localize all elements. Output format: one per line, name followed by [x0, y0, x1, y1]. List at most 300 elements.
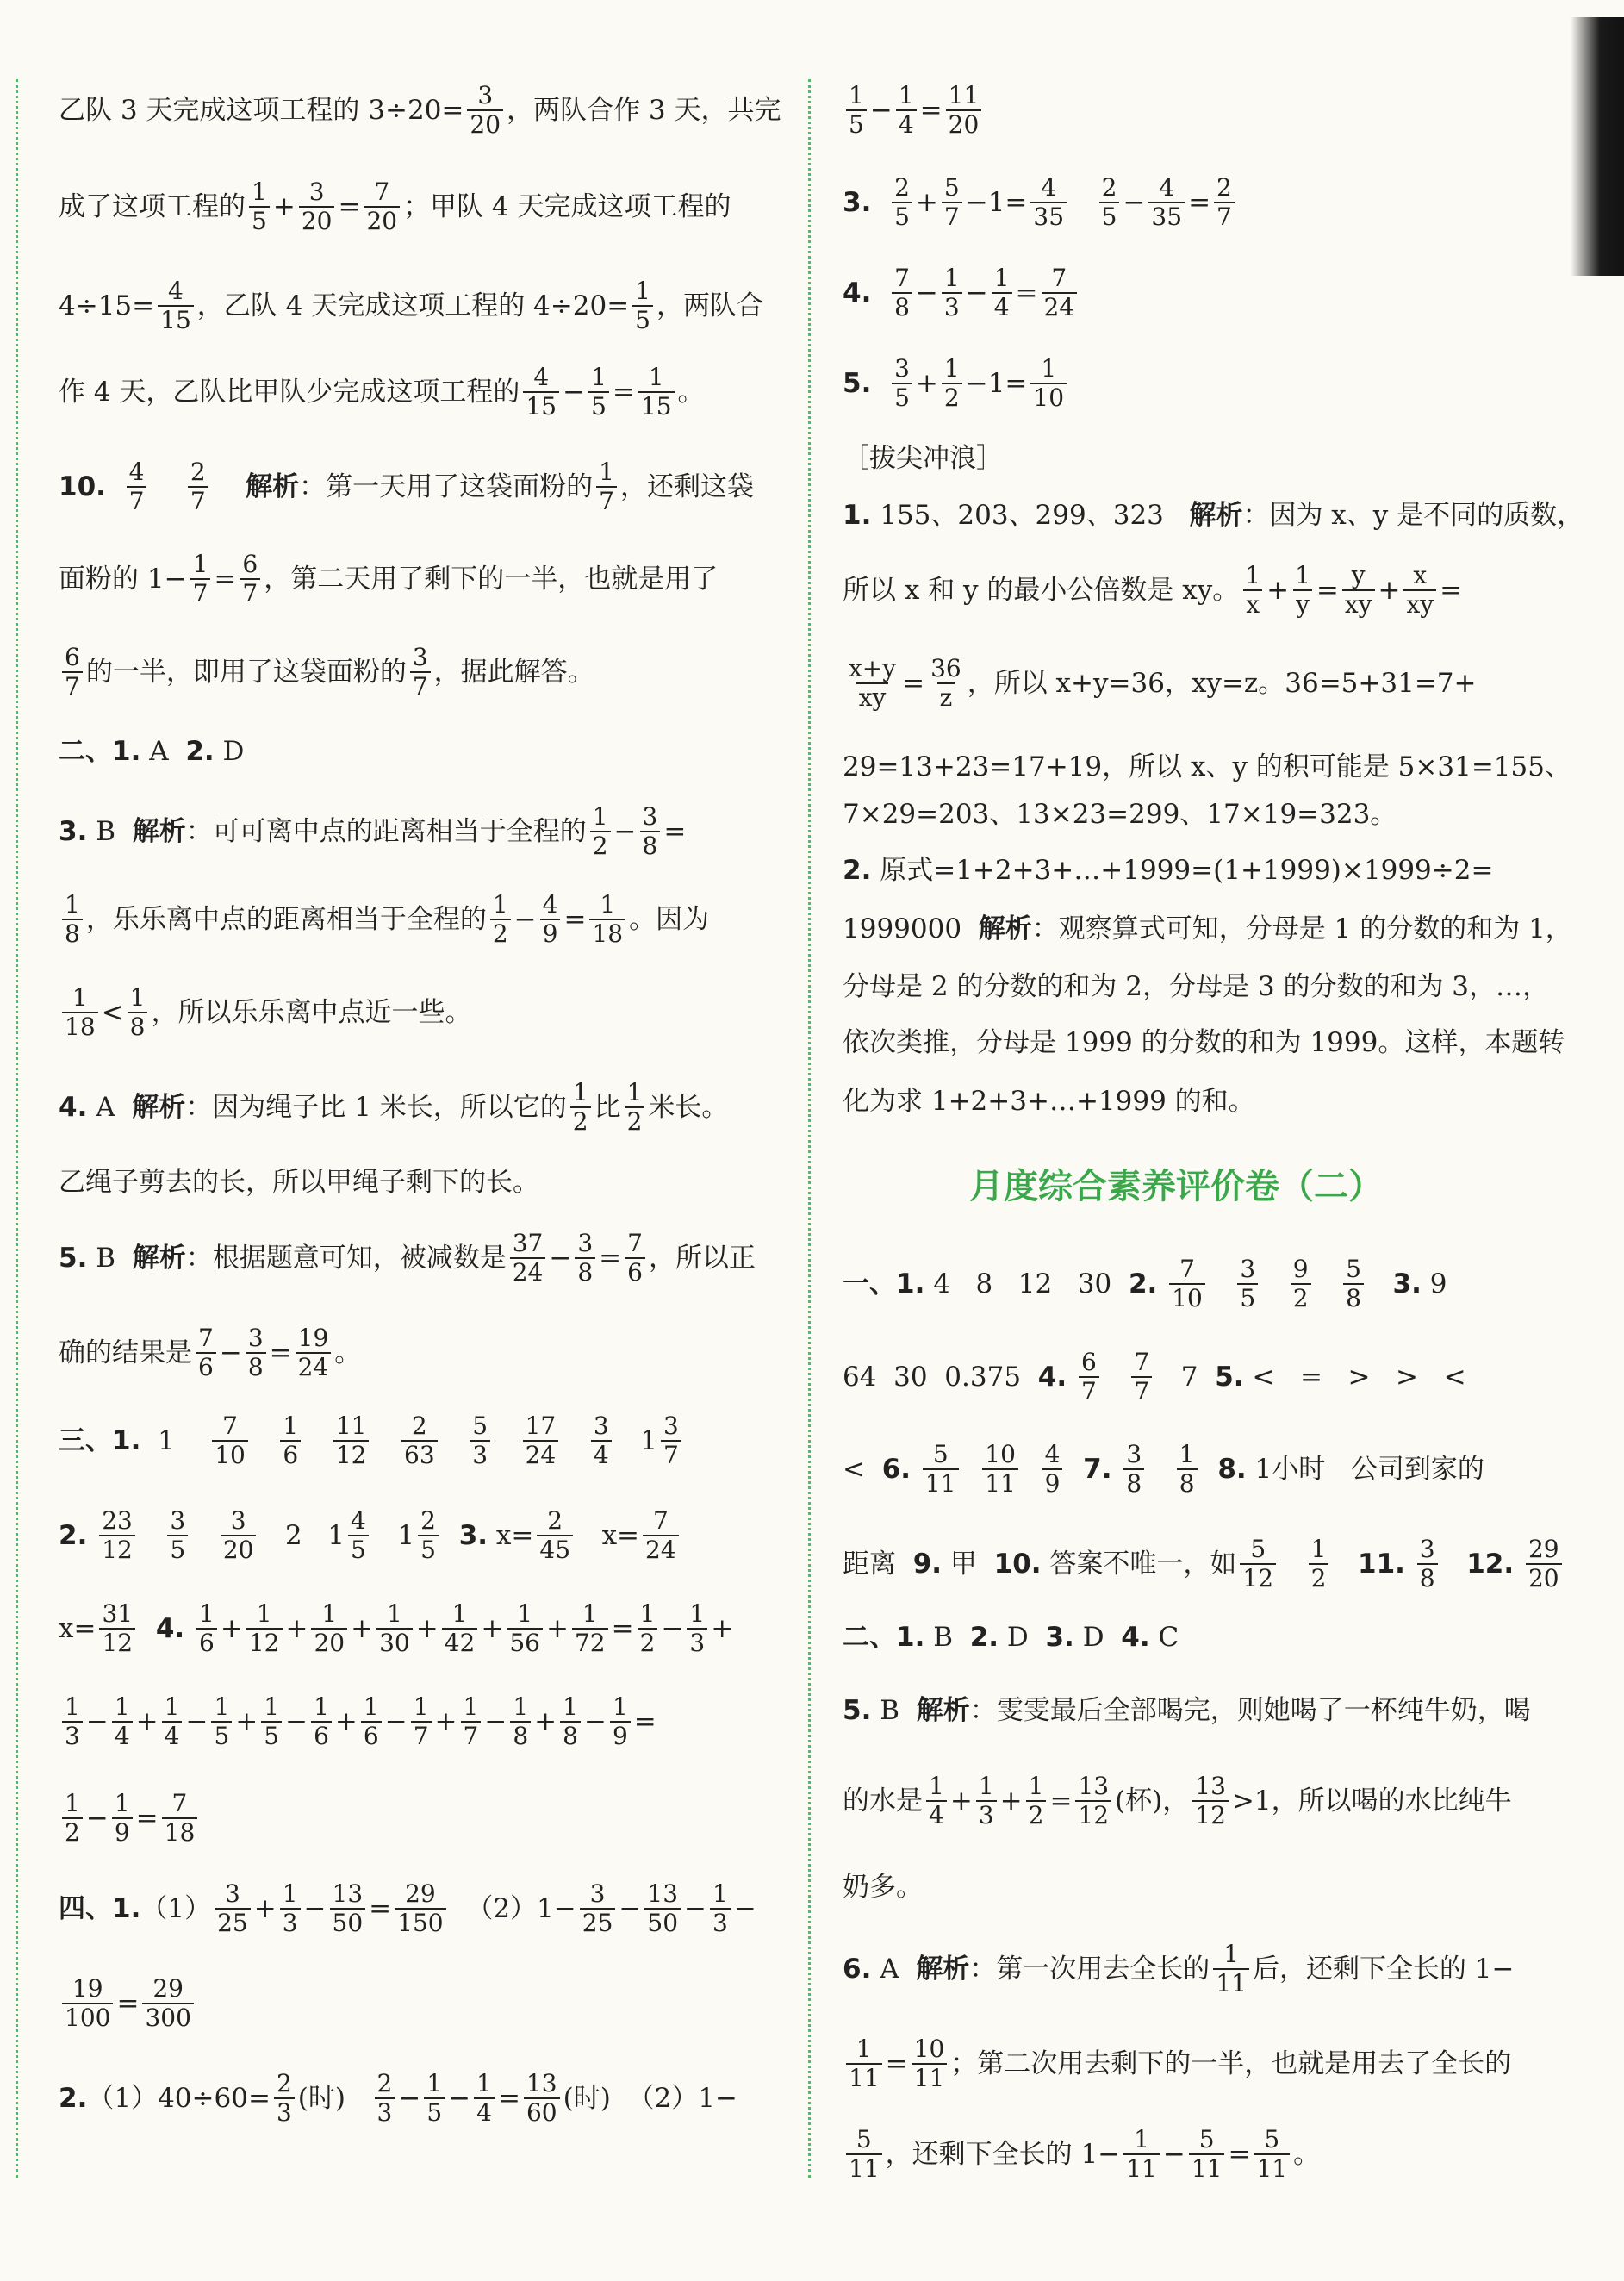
text-segment: −	[869, 95, 893, 126]
fraction-denominator: 5	[846, 109, 867, 139]
fraction-denominator: 3	[280, 1908, 301, 1937]
text-segment: (时)	[297, 2083, 371, 2114]
text-segment: +	[285, 1613, 308, 1644]
fraction	[1237, 1256, 1258, 1312]
text-segment: −	[484, 1706, 507, 1737]
text-segment: < = > > <	[1243, 1362, 1466, 1393]
text-segment	[139, 1613, 156, 1644]
fraction-denominator: 9	[112, 1817, 133, 1847]
item-label: 6.	[881, 1454, 912, 1485]
text-segment: ，所以 x+y=36，xy=z。36=5+31=7+	[967, 668, 1477, 699]
fraction-numerator: 3	[1240, 1255, 1256, 1283]
text-segment	[1367, 1268, 1393, 1299]
text-segment	[1261, 1268, 1287, 1299]
text-segment	[106, 471, 123, 502]
fraction-numerator: 1	[517, 1599, 533, 1628]
text-segment	[87, 1520, 96, 1551]
fraction	[1177, 1441, 1198, 1498]
fraction-denominator: 7	[62, 671, 83, 701]
text-segment: =	[338, 191, 361, 222]
fraction-numerator: 31	[102, 1599, 134, 1628]
text-line	[843, 1622, 1179, 1653]
fraction-numerator: 1	[1028, 1772, 1044, 1800]
fraction	[62, 1693, 83, 1750]
fraction-numerator: 1	[612, 1692, 628, 1721]
fraction-denominator: 11	[1213, 1968, 1249, 1997]
fraction-numerator: 2	[190, 458, 206, 486]
fraction-denominator: 4	[474, 2097, 495, 2127]
fraction	[261, 1693, 282, 1750]
fraction	[196, 1600, 217, 1657]
fraction-denominator: 5	[588, 391, 609, 421]
text-segment: ：可可离中点的距离相当于全程的	[185, 816, 587, 847]
fraction-numerator: 1	[1295, 561, 1310, 589]
item-label: 5.	[1215, 1362, 1244, 1393]
fraction-numerator: 1	[898, 81, 914, 109]
fraction-numerator: 1	[164, 1692, 180, 1721]
fraction-denominator: 7	[1131, 1376, 1152, 1405]
text-segment: D	[1073, 1622, 1122, 1653]
left-margin-rule	[16, 79, 18, 2178]
text-segment: −	[513, 904, 537, 935]
text-line	[843, 1348, 1466, 1405]
fraction	[62, 1975, 113, 2032]
fraction	[625, 1079, 645, 1136]
fraction	[395, 1880, 445, 1937]
text-segment: =	[269, 1337, 292, 1368]
text-segment	[1070, 187, 1096, 218]
text-line	[843, 654, 1477, 712]
fraction	[1309, 1536, 1329, 1592]
text-line	[843, 751, 1571, 782]
column-divider	[808, 79, 811, 2178]
fraction-numerator: 1	[1245, 561, 1261, 589]
fraction-denominator: 2	[1026, 1800, 1047, 1829]
fraction-denominator: 60	[524, 2097, 560, 2127]
item-label: 7.	[1083, 1454, 1112, 1485]
fraction-denominator: 7	[1214, 202, 1235, 231]
text-segment	[191, 1520, 217, 1551]
fraction-numerator: 1	[387, 1599, 402, 1628]
item-label: 二、1.	[843, 1622, 925, 1653]
text-segment: =	[135, 1803, 159, 1834]
text-line	[843, 1940, 1515, 1997]
fraction-numerator: 5	[1250, 1535, 1266, 1563]
text-segment: ；甲队 4 天完成这项工程的	[403, 191, 731, 222]
text-segment: 2 1	[259, 1520, 345, 1551]
fraction-numerator: 1	[282, 1879, 298, 1908]
fraction	[640, 803, 661, 860]
fraction	[299, 178, 335, 235]
fraction-denominator: 4	[926, 1800, 947, 1829]
fraction-numerator: 11	[948, 81, 980, 109]
fraction-numerator: 1	[283, 1412, 299, 1440]
text-segment: 原式=1+2+3+…+1999=(1+1999)×1999÷2=	[871, 855, 1494, 886]
text-segment	[1405, 1549, 1414, 1580]
fraction-numerator: 7	[627, 1229, 643, 1257]
fraction	[62, 891, 83, 948]
item-label: 8.	[1217, 1454, 1247, 1485]
item-label: 解析	[132, 1092, 186, 1123]
text-line	[59, 1078, 729, 1136]
text-line	[59, 1412, 685, 1469]
fraction	[892, 174, 912, 231]
fraction-denominator: 11	[1254, 2153, 1290, 2183]
fraction	[1242, 562, 1263, 619]
fraction-numerator: 3	[247, 1324, 264, 1352]
fraction-numerator: 1	[582, 1599, 598, 1628]
item-label: 4.	[1121, 1622, 1150, 1653]
fraction	[507, 1600, 543, 1657]
fraction	[982, 1441, 1018, 1498]
text-line	[843, 1027, 1565, 1058]
text-segment: +	[949, 1786, 973, 1817]
text-segment: 。	[677, 377, 705, 408]
text-segment: +	[915, 368, 938, 399]
fraction	[510, 1230, 546, 1287]
fraction-denominator: 4	[992, 292, 1012, 321]
fraction-denominator: 20	[467, 109, 503, 139]
fraction-numerator: 3	[412, 643, 428, 671]
fraction	[644, 1880, 681, 1937]
fraction-denominator: 100	[62, 2003, 113, 2032]
text-segment: D	[214, 736, 245, 767]
fraction-numerator: 29	[405, 1879, 436, 1908]
fraction-numerator: 4	[542, 890, 558, 919]
fraction-numerator: y	[1351, 561, 1366, 589]
fraction-denominator: 15	[158, 305, 194, 334]
fraction-denominator: 3	[375, 2097, 395, 2127]
text-segment: =	[369, 1893, 392, 1924]
fraction-denominator: 12	[1075, 1800, 1111, 1829]
fraction-denominator: 7	[188, 486, 208, 515]
fraction-denominator: 3	[687, 1628, 707, 1657]
fraction-denominator: 5	[1099, 202, 1120, 231]
fraction	[523, 364, 559, 421]
item-label: 解析	[1189, 500, 1243, 531]
fraction-denominator: 24	[523, 1440, 559, 1469]
fraction	[1254, 2126, 1290, 2183]
fraction-denominator: 8	[1343, 1283, 1364, 1312]
text-segment	[442, 1520, 459, 1551]
fraction-denominator: 300	[142, 2003, 193, 2032]
fraction-denominator: 6	[196, 1628, 217, 1657]
fraction	[1030, 174, 1067, 231]
text-line	[59, 550, 719, 608]
fraction-numerator: 1	[572, 1078, 588, 1106]
fraction-denominator: 63	[401, 1440, 438, 1469]
fraction-denominator: 11	[982, 1468, 1018, 1498]
fraction-denominator: 5	[892, 383, 912, 412]
text-segment: 1	[614, 1425, 657, 1456]
text-segment: ，所以正	[648, 1243, 756, 1274]
fraction-denominator: 12	[99, 1628, 135, 1657]
text-line	[59, 983, 472, 1041]
fraction-numerator: 3	[577, 1229, 594, 1257]
text-segment: 乙队 3 天完成这项工程的 3÷20=	[59, 95, 464, 126]
fraction-denominator: 2	[1291, 1283, 1311, 1312]
text-segment: =	[1188, 187, 1211, 218]
fraction	[249, 178, 270, 235]
fraction-numerator: 1	[65, 890, 80, 919]
fraction	[158, 277, 194, 334]
fraction-numerator: 1	[600, 890, 616, 919]
text-segment: −	[583, 1706, 607, 1737]
fraction	[99, 1507, 135, 1564]
fraction-numerator: 11	[335, 1412, 367, 1440]
item-label: 解析	[132, 816, 186, 847]
item-label: 2.	[843, 855, 872, 886]
fraction-denominator: 8	[128, 1012, 148, 1041]
fraction-numerator: 7	[374, 178, 390, 206]
fraction-denominator: 5	[261, 1721, 282, 1750]
fraction-numerator: 2	[894, 173, 910, 202]
text-segment: >1，所以喝的水比纯牛	[1231, 1786, 1512, 1817]
fraction-numerator: 3	[642, 802, 658, 831]
fraction-denominator: 7	[942, 202, 962, 231]
fraction-numerator: 1	[321, 1599, 338, 1628]
fraction-numerator: 3	[230, 1506, 246, 1535]
fraction-numerator: 1	[492, 890, 508, 919]
fraction-numerator: 1	[712, 1879, 728, 1908]
text-segment: ，乙队 4 天完成这项工程的 4÷20=	[196, 290, 630, 321]
text-segment	[911, 1454, 919, 1485]
fraction	[892, 265, 912, 321]
fraction-numerator: x	[1413, 561, 1428, 589]
fraction-numerator: 1	[65, 1789, 80, 1817]
fraction	[240, 551, 260, 608]
fraction	[410, 644, 431, 701]
item-label: 4.	[155, 1613, 185, 1644]
fraction-numerator: 5	[1346, 1255, 1361, 1283]
fraction-numerator: 13	[332, 1879, 364, 1908]
fraction-numerator: 1	[264, 1692, 280, 1721]
fraction-numerator: 19	[297, 1324, 329, 1352]
text-segment: =	[1440, 575, 1463, 606]
text-segment: −1=	[965, 187, 1028, 218]
fraction	[167, 1507, 188, 1564]
fraction-numerator: 1	[978, 1772, 994, 1800]
fraction-numerator: 1	[689, 1599, 706, 1628]
text-segment: =	[116, 1988, 140, 2019]
text-segment	[212, 471, 246, 502]
fraction-numerator: 1	[1223, 1940, 1240, 1968]
fraction-numerator: 1	[929, 1772, 944, 1800]
fraction	[1240, 1536, 1276, 1592]
text-segment: 1小时 公司到家的	[1246, 1454, 1484, 1485]
fraction-numerator: 36	[930, 654, 961, 682]
fraction-denominator: 9	[1042, 1468, 1063, 1498]
fraction	[112, 1790, 133, 1847]
fraction-numerator: 1	[192, 550, 208, 578]
fraction-numerator: 1	[943, 354, 960, 383]
text-segment: ，乐乐离中点的距离相当于全程的	[85, 904, 487, 935]
text-line	[59, 1974, 197, 2032]
item-label: 解析	[246, 471, 300, 502]
text-segment	[1157, 1268, 1166, 1299]
fraction-denominator: 7	[661, 1440, 681, 1469]
item-label: 2.	[185, 736, 215, 767]
fraction-numerator: 4	[1159, 173, 1175, 202]
text-segment: 分母是 2 的分数的和为 2，分母是 3 的分数的和为 3，…，	[843, 971, 1550, 1002]
fraction-numerator: 1	[1041, 354, 1057, 383]
text-segment	[372, 1425, 398, 1456]
text-segment: −	[448, 2083, 471, 2114]
fraction-denominator: 56	[507, 1628, 543, 1657]
text-segment	[1067, 1362, 1075, 1393]
fraction-numerator: 1	[413, 1692, 429, 1721]
item-label: 9.	[912, 1549, 943, 1580]
fraction-denominator: 4	[112, 1721, 133, 1750]
text-line	[843, 1535, 1565, 1592]
item-label: 解析	[916, 1954, 970, 1985]
text-segment: 的水是	[843, 1786, 923, 1817]
fraction-denominator: 8	[1417, 1563, 1438, 1592]
fraction	[474, 2070, 495, 2127]
text-line	[59, 178, 731, 235]
fraction-numerator: 2	[1216, 173, 1232, 202]
fraction	[928, 655, 964, 712]
text-segment: +	[434, 1706, 457, 1737]
fraction-numerator: 1	[65, 1692, 80, 1721]
text-line	[59, 1324, 362, 1381]
text-line	[843, 2035, 1512, 2092]
item-label: 解析	[916, 1695, 970, 1726]
fraction-denominator: 20	[311, 1628, 347, 1657]
text-segment: (时) （2）1−	[563, 2083, 737, 2114]
fraction-denominator: 2	[570, 1106, 591, 1136]
text-segment: =	[563, 904, 587, 935]
text-segment: 奶多。	[843, 1872, 923, 1903]
item-label: 解析	[978, 913, 1032, 944]
fraction	[540, 891, 561, 948]
fraction-numerator: 1	[451, 1599, 468, 1628]
fraction-denominator: 5	[424, 2097, 445, 2127]
text-segment: （1）40÷60=	[87, 2083, 271, 2114]
fraction-denominator: y	[1293, 589, 1312, 619]
fraction-numerator: 1	[476, 2069, 492, 2097]
text-line	[59, 890, 710, 948]
fraction-denominator: 7	[1079, 1376, 1099, 1405]
item-label: 5.	[843, 368, 872, 399]
fraction-numerator: 1	[426, 2069, 443, 2097]
fraction-numerator: 2	[547, 1506, 563, 1535]
text-line	[843, 1255, 1447, 1312]
fraction-numerator: 5	[932, 1440, 949, 1468]
fraction-numerator: 4	[168, 277, 184, 305]
fraction-denominator: 10	[1030, 383, 1067, 412]
fraction-denominator: 6	[361, 1721, 382, 1750]
fraction-denominator: 10	[212, 1440, 248, 1469]
fraction	[1343, 1256, 1364, 1312]
fraction-denominator: 7	[190, 578, 211, 608]
text-segment: ，两队合	[656, 290, 763, 321]
text-segment: <	[843, 1454, 882, 1485]
fraction	[912, 2035, 948, 2092]
item-label: 1.	[843, 500, 872, 531]
text-segment	[304, 1425, 330, 1456]
fraction	[1526, 1536, 1562, 1592]
fraction-numerator: 4	[1041, 173, 1057, 202]
fraction-denominator: 5	[892, 202, 912, 231]
text-segment	[871, 187, 888, 218]
fraction-numerator: 13	[526, 2069, 557, 2097]
fraction	[128, 984, 148, 1041]
text-segment: −	[965, 277, 988, 308]
fraction	[589, 891, 625, 948]
text-segment: 1999000	[843, 913, 979, 944]
fraction-numerator: 5	[1198, 2125, 1215, 2153]
fraction	[418, 1507, 439, 1564]
fraction	[926, 1773, 947, 1829]
fraction	[1189, 2126, 1225, 2183]
fraction-numerator: 1	[849, 81, 864, 109]
fraction	[348, 1507, 369, 1564]
fraction-denominator: 12	[246, 1628, 283, 1657]
fraction-denominator: 18	[589, 919, 625, 948]
text-segment: B	[87, 1243, 133, 1274]
text-segment: =	[1049, 1786, 1073, 1817]
item-label: 2.	[59, 2083, 88, 2114]
fraction-denominator: 8	[62, 919, 83, 948]
fraction	[274, 2070, 295, 2127]
fraction	[570, 1079, 591, 1136]
fraction-numerator: 17	[525, 1412, 557, 1440]
text-segment: −	[733, 1893, 756, 1924]
fraction-denominator: 3	[976, 1800, 997, 1829]
fraction-numerator: 3	[477, 81, 494, 109]
text-segment: ：根据题意可知，被减数是	[185, 1243, 507, 1274]
fraction	[467, 82, 503, 139]
fraction-numerator: 1	[993, 264, 1010, 292]
text-segment: 。	[334, 1337, 362, 1368]
fraction-numerator: 1	[72, 983, 88, 1012]
text-segment	[1315, 1268, 1341, 1299]
fraction-numerator: 4	[533, 363, 550, 391]
fraction-numerator: 1	[648, 363, 664, 391]
text-segment: 。因为	[629, 904, 710, 935]
text-segment: 确的结果是	[59, 1337, 192, 1368]
fraction-denominator: 11	[846, 2063, 882, 2092]
text-segment: +	[915, 187, 938, 218]
text-segment	[871, 368, 888, 399]
text-segment: 甲	[942, 1549, 994, 1580]
text-segment: ，第二天用了剩下的一半，也就是用了	[264, 564, 719, 595]
fraction	[112, 1693, 133, 1750]
fraction	[221, 1507, 257, 1564]
text-segment: 米长。	[648, 1092, 729, 1123]
fraction-denominator: 15	[638, 391, 675, 421]
fraction	[632, 277, 653, 334]
text-segment	[1441, 1549, 1467, 1580]
item-label: 4.	[843, 277, 872, 308]
text-line	[843, 971, 1549, 1002]
fraction-denominator: 24	[510, 1257, 546, 1287]
item-label: 三、1.	[59, 1425, 141, 1456]
fraction	[142, 1975, 193, 2032]
text-line	[843, 855, 1493, 886]
fraction-denominator: 8	[1177, 1468, 1198, 1498]
text-segment: ：观察算式可知，分母是 1 的分数的和为 1，	[1031, 913, 1572, 944]
fraction-numerator: 5	[856, 2125, 872, 2153]
fraction-denominator: x	[1243, 589, 1262, 619]
text-segment: ；第二次用去剩下的一半，也就是用去了全长的	[950, 2048, 1512, 2079]
fraction	[1079, 1349, 1099, 1405]
fraction-denominator: 2	[625, 1106, 645, 1136]
fraction-numerator: 9	[1292, 1255, 1309, 1283]
fraction-denominator: 7	[410, 671, 431, 701]
item-label: 4.	[59, 1092, 88, 1123]
